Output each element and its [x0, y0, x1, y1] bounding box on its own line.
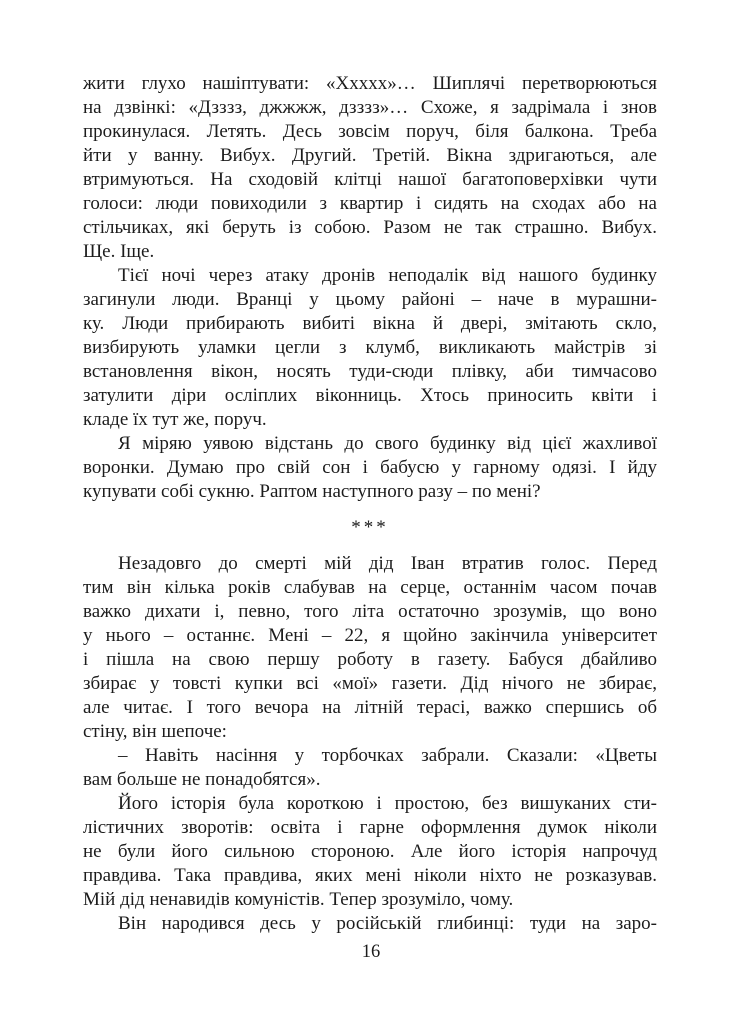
text-line: і пішла на свою першу роботу в газету. Бабуся дбайливо	[83, 649, 657, 670]
text-line: у нього – останнє. Мені – 22, я щойно закінчила університет	[83, 625, 657, 646]
text-line: жити глухо нашіптувати: «Ххххх»… Шиплячі перетворюються	[83, 73, 657, 94]
text-line: не були його сильною стороною. Але його історія напрочуд	[83, 841, 657, 862]
page-number: 16	[361, 942, 381, 962]
body-text	[83, 72, 657, 936]
text-line: стільчиках, які беруть із собою. Разом не так страшно. Вибух.	[83, 217, 657, 238]
text-line: йти у ванну. Вибух. Другий. Третій. Вікна здригаються, але	[83, 145, 657, 166]
text-line: ку. Люди прибирають вибиті вікна й двері, змітають скло,	[83, 313, 657, 334]
paragraph	[83, 432, 657, 504]
paragraph	[83, 72, 657, 264]
text-line: але читає. І того вечора на літній терасі, важко спершись об	[83, 697, 657, 718]
text-line: кладе їх тут же, поруч.	[83, 409, 267, 430]
text-line: загинули люди. Вранці у цьому районі – наче в мурашни-	[83, 289, 657, 310]
text-line: Ще. Іще.	[83, 241, 155, 262]
text-line: Мій дід ненавидів комуністів. Тепер зрозуміло, чому.	[83, 889, 514, 910]
text-line: Я міряю уявою відстань до свого будинку від цієї жахливої	[118, 433, 657, 454]
text-line: голоси: люди повиходили з квартир і сидять на сходах або на	[83, 193, 657, 214]
text-line: втримуються. На сходовій клітці нашої багатоповерхівки чути	[83, 169, 657, 190]
paragraph	[83, 912, 657, 936]
text-line: правдива. Така правдива, яких мені ніколи ніхто не розказував.	[83, 865, 657, 886]
text-line: збирає у товсті купки всі «мої» газети. Дід нічого не збирає,	[83, 673, 657, 694]
text-line: воронки. Думаю про свій сон і бабусю у гарному одязі. І йду	[83, 457, 657, 478]
text-line: Тієї ночі через атаку дронів неподалік від нашого будинку	[118, 265, 657, 286]
text-line: прокинулася. Летять. Десь зовсім поруч, біля балкона. Треба	[83, 121, 657, 142]
paragraph	[83, 744, 657, 792]
text-line: – Навіть насіння у торбочках забрали. Сказали: «Цветы	[118, 745, 657, 766]
text-line: купувати собі сукню. Раптом наступного разу – по мені?	[83, 481, 541, 502]
text-line: встановлення вікон, носять туди-сюди плівку, аби тимчасово	[83, 361, 657, 382]
text-line: Незадовго до смерті мій дід Іван втратив голос. Перед	[118, 553, 657, 574]
text-line: визбирують уламки цегли з клумб, викликають майстрів зі	[83, 337, 657, 358]
paragraph	[83, 264, 657, 432]
paragraph	[83, 552, 657, 744]
text-line: затулити діри осліплих віконниць. Хтось приносить квіти і	[83, 385, 657, 406]
text-line: лістичних зворотів: освіта і гарне оформлення думок ніколи	[83, 817, 657, 838]
text-line: вам больше не понадобятся».	[83, 769, 321, 790]
text-line: на дзвінкі: «Дзззз, джжжж, дзззз»… Схоже, я задрімала і знов	[83, 97, 657, 118]
text-line: стіну, він шепоче:	[83, 721, 227, 742]
section-separator: ***	[351, 517, 389, 538]
text-line: Його історія була короткою і простою, без вишуканих сти-	[118, 793, 657, 814]
text-line: Він народився десь у російській глибинці: туди на заро-	[118, 913, 657, 934]
text-line: тим він кілька років слабував на серце, останнім часом почав	[83, 577, 657, 598]
text-line: важко дихати і, певно, того літа остаточно зрозумів, що воно	[83, 601, 657, 622]
paragraph	[83, 792, 657, 912]
